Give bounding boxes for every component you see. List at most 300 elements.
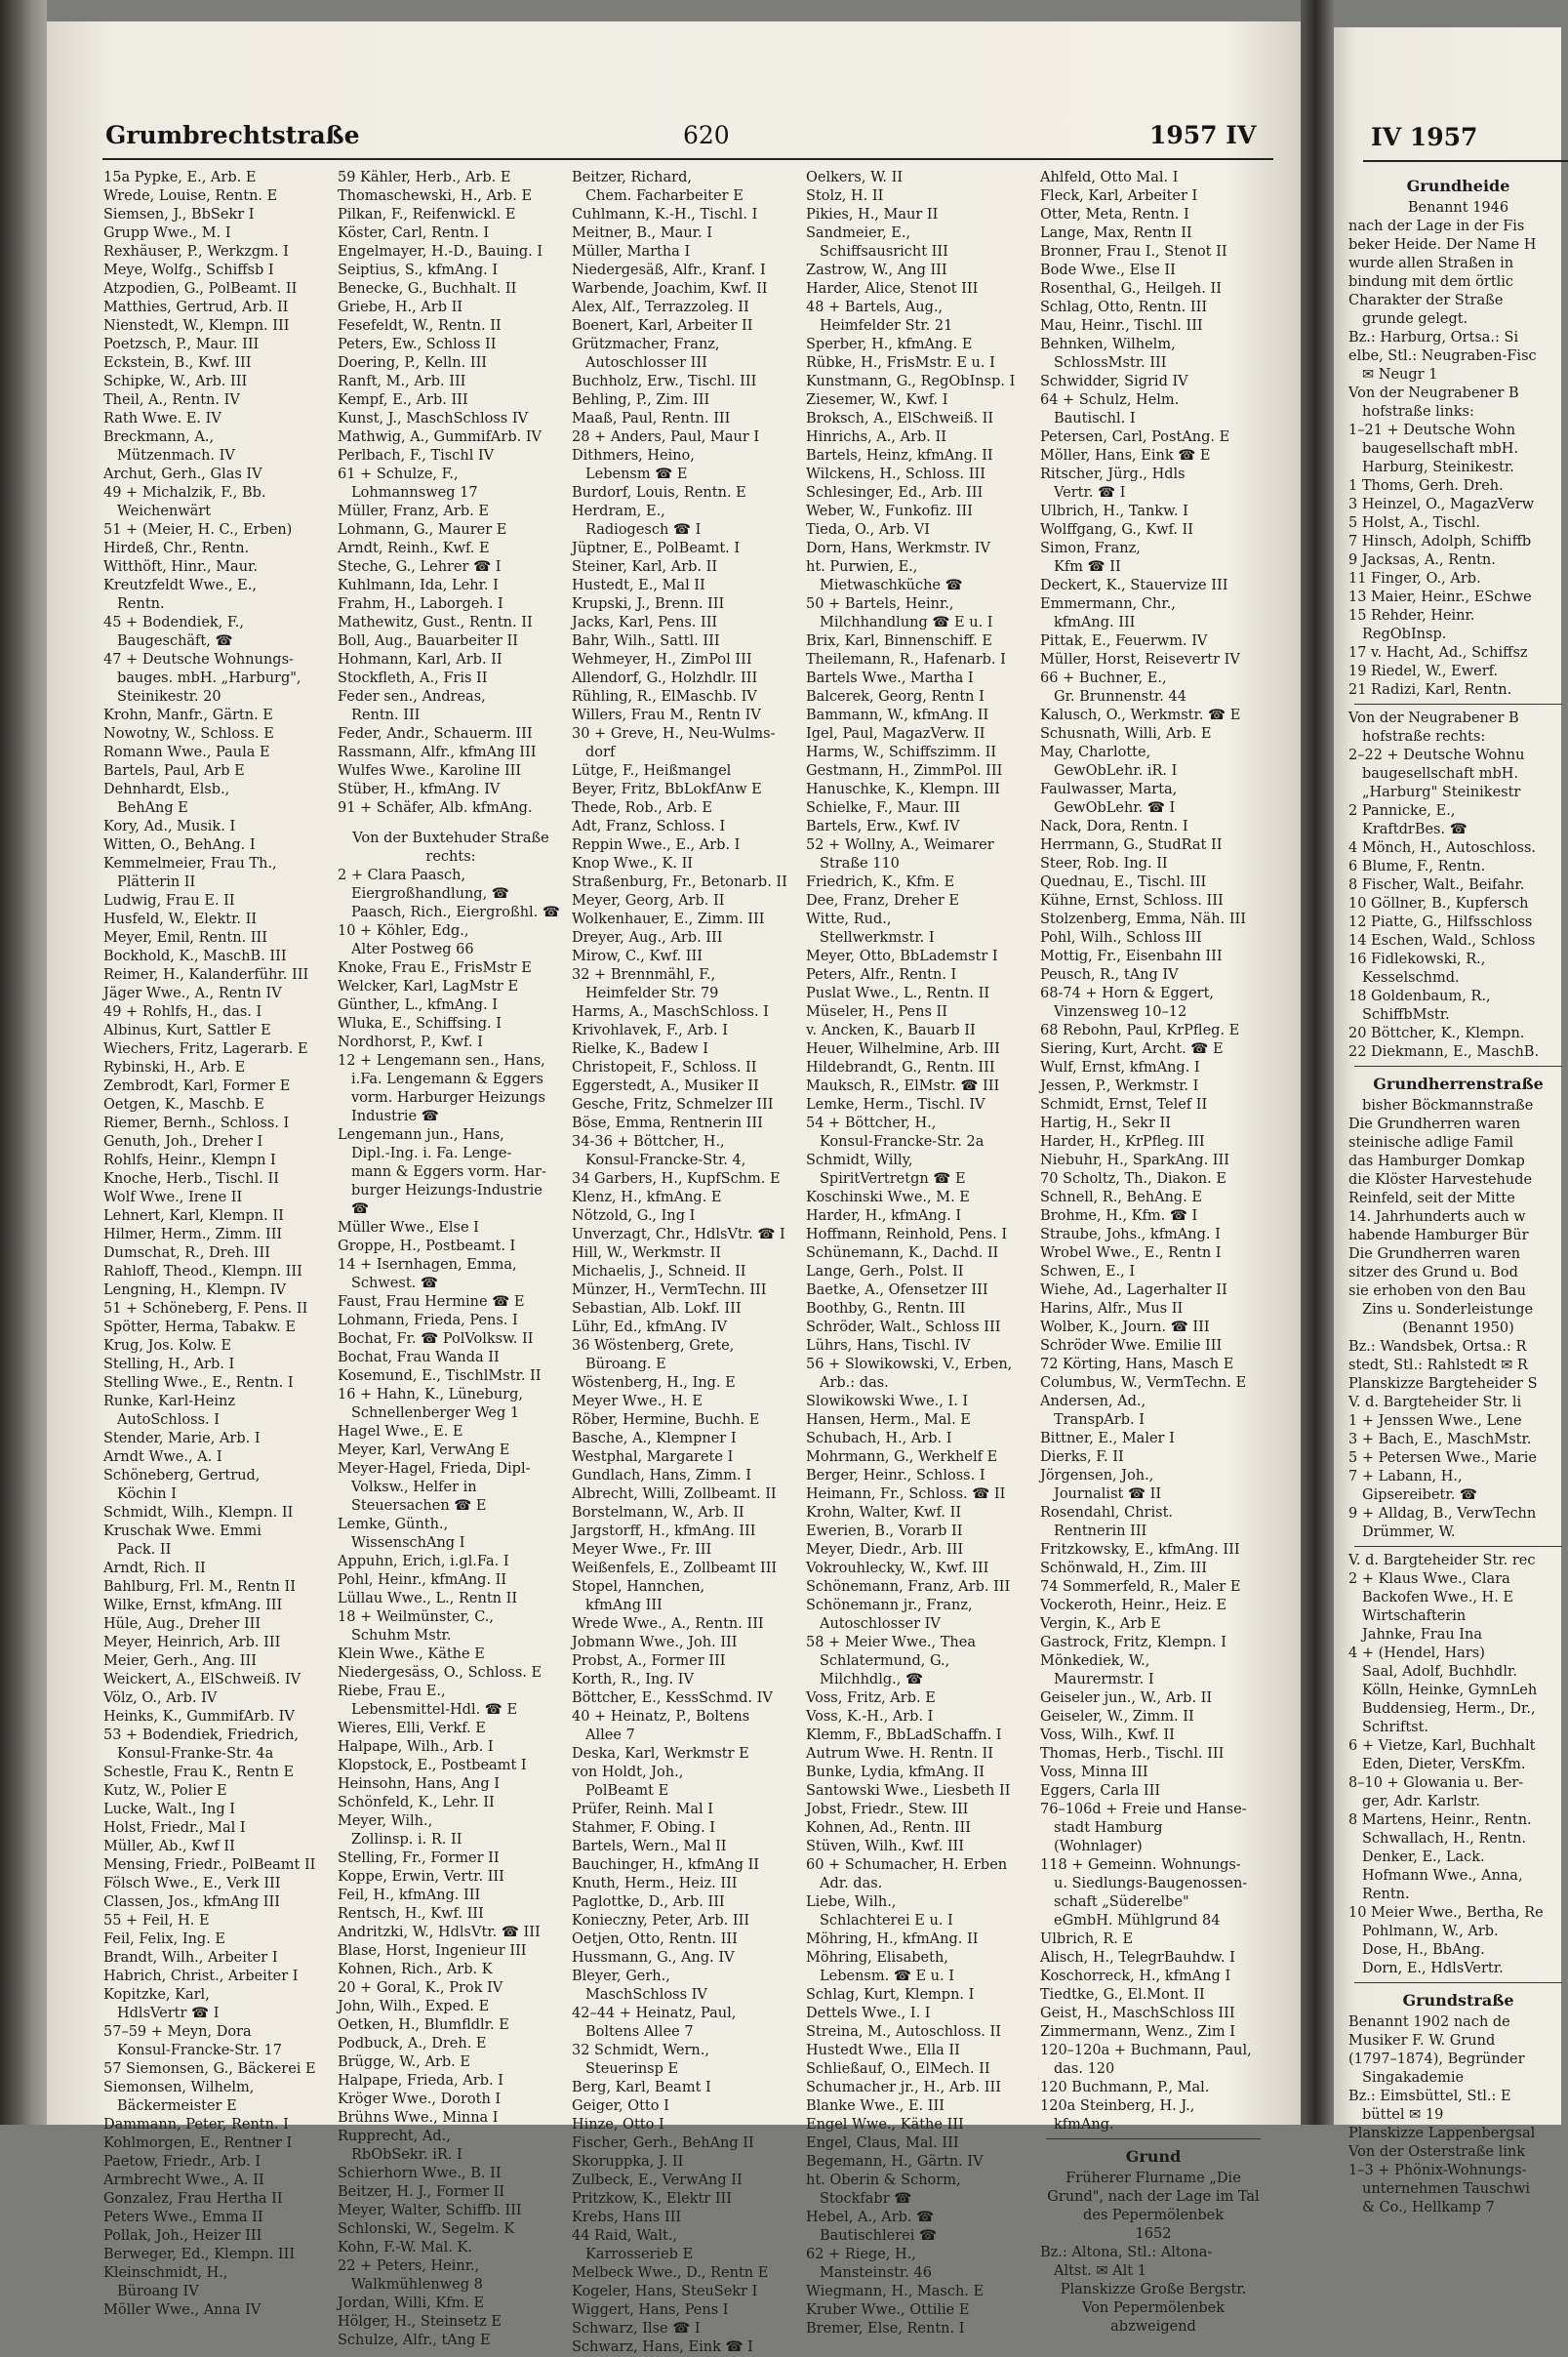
resident-entry: Wieres, Elli, Verkf. E — [338, 1721, 486, 1736]
resident-entry: Pittak, E., Feuerwm. IV — [1040, 633, 1208, 649]
resident-entry: Lemke, Günth., — [338, 1517, 449, 1532]
resident-entry: 8–10 + Glowania u. Ber- — [1348, 1775, 1524, 1791]
resident-entry: Allendorf, G., Holzhdlr. III — [572, 671, 758, 686]
resident-entry: Basche, A., Klempner I — [572, 1431, 737, 1446]
resident-entry: Weickert, A., ElSchweiß. IV — [103, 1672, 302, 1687]
resident-entry: Schröder, Walt., Schloss III — [806, 1320, 1001, 1335]
entry-continuation: Bäckermeister E — [117, 2098, 237, 2114]
resident-entry: Schlag, Otto, Rentn. III — [1040, 300, 1208, 315]
resident-entry: Böttcher, E., KessSchmd. IV — [572, 1690, 773, 1706]
entry-continuation: Singakademie — [1362, 2070, 1465, 2086]
resident-entry: Mirow, C., Kwf. III — [572, 949, 703, 964]
resident-entry: Hebel, A., Arb. ☎ — [806, 2210, 935, 2225]
entry-continuation: Schriftst. — [1362, 1720, 1429, 1735]
entry-continuation: Konsul-Franke-Str. 4a — [117, 1746, 274, 1762]
resident-entry: Arndt, Reinh., Kwf. E — [338, 541, 490, 556]
resident-entry: Jüptner, E., PolBeamt. I — [572, 541, 741, 556]
resident-entry: Meier, Gerh., Ang. III — [103, 1653, 257, 1669]
resident-entry: Bockhold, K., MaschB. III — [103, 949, 287, 964]
right-page-column — [1348, 174, 1568, 2215]
entry-continuation: Konsul-Francke-Str. 4, — [585, 1153, 746, 1168]
resident-entry: 2 Pannicke, E., — [1348, 803, 1456, 819]
resident-entry: Albrecht, Willi, Zollbeamt. II — [572, 1486, 777, 1502]
resident-entry: Thomaschewski, H., Arb. E — [338, 188, 533, 204]
entry-continuation: bauges. mbH. „Harburg", — [117, 671, 302, 686]
entry-continuation: Milchhdlg., ☎ — [820, 1672, 924, 1687]
resident-entry: Wöstenberg, H., Ing. E — [572, 1375, 736, 1391]
entry-continuation: BehAng E — [117, 800, 188, 816]
entry-continuation: schaft „Süderelbe" — [1054, 1894, 1189, 1910]
resident-entry: 48 + Bartels, Aug., — [806, 300, 944, 315]
resident-entry: Harder, H., KrPfleg. III — [1040, 1134, 1205, 1150]
resident-entry: beker Heide. Der Name H — [1348, 237, 1537, 253]
resident-entry: Poetzsch, P., Maur. III — [103, 337, 260, 352]
resident-entry: Kohn, F.-W. Mal. K. — [338, 2240, 472, 2255]
section-divider — [1348, 700, 1568, 710]
resident-entry: Schönemann jr., Franz, — [806, 1598, 973, 1613]
resident-entry: Schusnath, Willi, Arb. E — [1040, 726, 1212, 742]
resident-entry: Niebuhr, H., SparkAng. III — [1040, 1153, 1229, 1168]
section-divider — [1348, 1978, 1568, 1988]
entry-continuation: Schnellenberger Weg 1 — [351, 1405, 520, 1421]
entry-continuation: eGmbH. Mühlgrund 84 — [1054, 1913, 1221, 1929]
resident-entry: wurde allen Straßen in — [1348, 256, 1514, 271]
resident-entry: Kogeler, Hans, SteuSekr I — [572, 2284, 758, 2299]
resident-entry: Holst, Friedr., Mal I — [103, 1820, 246, 1836]
resident-entry: 42–44 + Heinatz, Paul, — [572, 2006, 737, 2021]
resident-entry: Archut, Gerh., Glas IV — [103, 467, 262, 482]
resident-entry: Berger, Heinr., Schloss. I — [806, 1468, 985, 1483]
entry-continuation: Steuersachen ☎ E — [351, 1498, 487, 1514]
page-number: 620 — [683, 121, 730, 149]
resident-entry: Bode Wwe., Else II — [1040, 263, 1176, 278]
entry-continuation: KraftdrBes. ☎ — [1362, 822, 1467, 837]
resident-entry: May, Charlotte, — [1040, 745, 1151, 760]
entry-continuation: Rentn. — [117, 596, 165, 612]
resident-entry: Deckert, K., Stauervize III — [1040, 578, 1228, 593]
resident-entry: Pohl, Wilh., Schloss III — [1040, 930, 1202, 946]
resident-entry: Autrum Wwe. H. Rentn. II — [806, 1746, 993, 1762]
entry-continuation: Lebensm ☎ E — [585, 467, 688, 482]
resident-entry: Harins, Alfr., Mus II — [1040, 1301, 1184, 1317]
resident-entry: 66 + Buchner, E., — [1040, 671, 1167, 686]
resident-entry: 120 Buchmann, P., Mal. — [1040, 2080, 1210, 2095]
resident-entry: 16 + Hahn, K., Lüneburg, — [338, 1387, 523, 1402]
entry-continuation: ✉ Neugr 1 — [1362, 367, 1438, 383]
resident-entry: Siemonsen, Wilhelm, — [103, 2080, 255, 2095]
resident-entry: 55 + Feil, H. E — [103, 1913, 210, 1929]
resident-entry: Berweger, Ed., Klempn. III — [103, 2247, 296, 2262]
resident-entry: Cuhlmann, K.-H., Tischl. I — [572, 207, 758, 223]
running-head-year: 1957 IV — [1149, 121, 1257, 149]
entry-continuation: Gipsereibetr. ☎ — [1362, 1487, 1477, 1503]
resident-entry: Gastrock, Fritz, Klempn. I — [1040, 1635, 1226, 1650]
resident-entry: 57 Siemonsen, G., Bäckerei E — [103, 2061, 316, 2077]
entry-continuation: Maurermstr. I — [1054, 1672, 1154, 1687]
right-page — [1334, 27, 1561, 2215]
resident-entry: Klopstock, E., Postbeamt I — [338, 1758, 527, 1773]
resident-entry: Streina, M., Autoschloss. II — [806, 2024, 1001, 2040]
section-note: Früherer Flurname „Die — [1065, 2171, 1241, 2186]
resident-entry: Bz.: Altona, Stl.: Altona- — [1040, 2245, 1213, 2260]
entry-continuation: Hofmann Wwe., Anna, — [1362, 1868, 1523, 1884]
entry-continuation: Mützenmach. IV — [117, 448, 235, 464]
resident-entry: Melbeck Wwe., D., Rentn E — [572, 2265, 769, 2281]
resident-entry: 59 Kähler, Herb., Arb. E — [338, 170, 511, 185]
resident-entry: Pritzkow, K., Elektr III — [572, 2191, 733, 2207]
resident-entry: 1–21 + Deutsche Wohn — [1348, 423, 1516, 438]
entry-continuation: Harburg, Steinikestr. — [1362, 460, 1514, 475]
resident-entry: 58 + Meier Wwe., Thea — [806, 1635, 976, 1650]
entry-continuation: Paasch, Rich., Eiergroßhl. ☎ — [351, 905, 560, 920]
resident-entry: Thomas, Herb., Tischl. III — [1040, 1746, 1225, 1762]
resident-entry: Oetken, H., Blumfldlr. E — [338, 2017, 509, 2033]
resident-entry: Jobmann Wwe., Joh. III — [572, 1635, 738, 1650]
resident-entry: 20 + Goral, K., Prok IV — [338, 1980, 503, 1996]
resident-entry: Kleinschmidt, H., — [103, 2265, 228, 2281]
resident-entry: Kosemund, E., TischlMstr. II — [338, 1368, 542, 1384]
resident-entry: 12 + Lengemann sen., Hans, — [338, 1053, 545, 1069]
resident-entry: Dorn, Hans, Werkmstr. IV — [806, 541, 990, 556]
resident-entry: Schumacher jr., H., Arb. III — [806, 2080, 1001, 2095]
resident-entry: Straßenburg, Fr., Betonarb. II — [572, 874, 787, 890]
entry-continuation: bisher Böckmannstraße — [1362, 1098, 1534, 1114]
resident-entry: Herdram, E., — [572, 504, 665, 519]
resident-entry: sie erhoben von den Bau — [1348, 1283, 1526, 1299]
entry-continuation: das. 120 — [1054, 2061, 1115, 2077]
entry-continuation: SchlossMstr. III — [1054, 355, 1167, 371]
resident-entry: Zastrow, W., Ang III — [806, 263, 947, 278]
entry-continuation: Konsul-Francke-Str. 17 — [117, 2043, 282, 2058]
resident-entry: Wluka, E., Schiffsing. I — [338, 1016, 502, 1032]
resident-entry: 52 + Wollny, A., Weimarer — [806, 837, 994, 853]
resident-entry: Meyer, Otto, BbLademstr I — [806, 949, 998, 964]
resident-entry: Begemann, H., Gärtn. IV — [806, 2154, 984, 2170]
resident-entry: Harder, H., kfmAng. I — [806, 1208, 962, 1224]
resident-entry: die Klöster Harvestehude — [1348, 1172, 1533, 1188]
entry-continuation: Eiergroßhandlung, ☎ — [351, 886, 509, 902]
resident-entry: Eggers, Carla III — [1040, 1783, 1161, 1799]
entry-continuation: Denker, E., Lack. — [1362, 1849, 1485, 1865]
resident-entry: Lengemann jun., Hans, — [338, 1127, 504, 1143]
resident-entry: Wehmeyer, H., ZimPol III — [572, 652, 752, 668]
resident-entry: Krivohlavek, F., Arb. I — [572, 1023, 728, 1038]
resident-entry: Fleck, Karl, Arbeiter I — [1040, 188, 1198, 204]
resident-entry: v. Ancken, K., Bauarb II — [806, 1023, 976, 1038]
resident-entry: Petersen, Carl, PostAng. E — [1040, 429, 1230, 445]
resident-entry: Lühr, Ed., kfmAng. IV — [572, 1320, 727, 1335]
resident-entry: Bammann, W., kfmAng. II — [806, 708, 989, 723]
resident-entry: Jobst, Friedr., Stew. III — [806, 1802, 969, 1817]
resident-entry: Dettels Wwe., I. I — [806, 2006, 931, 2021]
resident-entry: Hüle, Aug., Dreher III — [103, 1616, 261, 1632]
resident-entry: Von der Neugrabener B — [1348, 711, 1519, 726]
resident-entry: 68-74 + Horn & Eggert, — [1040, 986, 1215, 1001]
resident-entry: Blase, Horst, Ingenieur III — [338, 1943, 527, 1959]
resident-entry: Hölger, H., Steinsetz E — [338, 2314, 502, 2330]
entry-continuation: grunde gelegt. — [1362, 311, 1468, 327]
resident-entry: 49 + Rohlfs, H., das. I — [103, 1004, 262, 1020]
resident-entry: Classen, Jos., kfmAng III — [103, 1894, 280, 1910]
resident-entry: Krug, Jos. Kolw. E — [103, 1338, 232, 1354]
entry-continuation: Stellwerkmstr. I — [820, 930, 935, 946]
resident-entry: Rentsch, H., Kwf. III — [338, 1906, 484, 1922]
resident-entry: Jordan, Willi, Kfm. E — [338, 2296, 485, 2311]
resident-entry: 14 + Isernhagen, Emma, — [338, 1257, 517, 1273]
resident-entry: Wolkenhauer, E., Zimm. III — [572, 912, 765, 927]
resident-entry: Steer, Rob. Ing. II — [1040, 856, 1168, 872]
resident-entry: Niedergesäss, O., Schloss. E — [338, 1665, 543, 1681]
resident-entry: 34 Garbers, H., KupfSchm. E — [572, 1171, 781, 1187]
entry-continuation: PolBeamt E — [585, 1783, 669, 1799]
entry-continuation: Straße 110 — [820, 856, 900, 872]
resident-entry: Faulwasser, Marta, — [1040, 782, 1178, 797]
resident-entry: Oelkers, W. II — [806, 170, 904, 185]
resident-entry: Gesche, Fritz, Schmelzer III — [572, 1097, 774, 1113]
resident-entry: Siemsen, J., BbSekr I — [103, 207, 255, 223]
resident-entry: Vockeroth, Heinr., Heiz. E — [1040, 1598, 1227, 1613]
resident-entry: ht. Oberin & Schorm, — [806, 2173, 961, 2188]
resident-entry: 19 Riedel, W., Ewerf. — [1348, 664, 1499, 679]
entry-continuation: Weichenwärt — [117, 504, 212, 519]
entry-continuation: vorm. Harburger Heizungs — [351, 1090, 545, 1106]
section-note: Planskizze Große Bergstr. — [1060, 2282, 1247, 2297]
resident-entry: Stüven, Wilh., Kwf. III — [806, 1839, 965, 1854]
resident-entry: Kreutzfeldt Wwe., E., — [103, 578, 257, 593]
resident-entry: Kopitzke, Karl, — [103, 1987, 210, 2003]
resident-entry: Berg, Karl, Beamt I — [572, 2080, 711, 2095]
resident-entry: 32 + Brennmähl, F., — [572, 967, 716, 983]
resident-entry: Oetgen, K., Maschb. E — [103, 1097, 264, 1113]
resident-entry: Feder sen., Andreas, — [338, 689, 486, 705]
entry-continuation: Pohlmann, W., Arb. — [1362, 1924, 1499, 1939]
resident-entry: Müseler, H., Pens II — [806, 1004, 947, 1020]
resident-entry: 76–106d + Freie und Hanse- — [1040, 1802, 1247, 1817]
resident-entry: Hanuschke, K., Klempn. III — [806, 782, 1000, 797]
resident-entry: Dierks, F. II — [1040, 1449, 1124, 1465]
resident-entry: Nowotny, W., Schloss. E — [103, 726, 274, 742]
entry-continuation: RbObSekr. iR. I — [351, 2147, 462, 2163]
resident-entry: Peters, Alfr., Rentn. I — [806, 967, 957, 983]
resident-entry: 22 Diekmann, E., MaschB. — [1348, 1044, 1540, 1060]
resident-entry: Tiedtke, G., El.Mont. II — [1040, 1987, 1205, 2003]
resident-entry: Kemmelmeier, Frau Th., — [103, 856, 277, 872]
section-divider — [1040, 2134, 1266, 2144]
resident-entry: Puslat Wwe., L., Rentn. II — [806, 986, 990, 1001]
resident-entry: Heinks, K., GummifArb. IV — [103, 1709, 295, 1725]
resident-entry: 28 + Anders, Paul, Maur I — [572, 429, 760, 445]
entry-continuation: GewObLehr. iR. I — [1054, 763, 1178, 779]
resident-entry: Straube, Johs., kfmAng. I — [1040, 1227, 1221, 1242]
entry-continuation: ☎ — [351, 1201, 370, 1217]
resident-entry: Voss, K.-H., Arb. I — [806, 1709, 934, 1725]
resident-entry: Wiegmann, H., Masch. E — [806, 2284, 985, 2299]
entry-continuation: SchiffbMstr. — [1362, 1007, 1450, 1023]
entry-continuation: Autoschlosser IV — [820, 1616, 941, 1632]
resident-entry: Slowikowski Wwe., I. I — [806, 1394, 969, 1409]
resident-entry: Kruschak Wwe. Emmi — [103, 1524, 261, 1539]
entry-continuation: hofstraße rechts: — [1362, 729, 1486, 745]
resident-entry: Krebs, Hans III — [572, 2210, 682, 2225]
resident-entry: Bz.: Wandsbek, Ortsa.: R — [1348, 1339, 1527, 1355]
resident-entry: Schönemann, Franz, Arb. III — [806, 1579, 1011, 1595]
resident-entry: steinische adlige Famil — [1348, 1135, 1513, 1151]
resident-entry: Hinrichs, A., Arb. II — [806, 429, 946, 445]
resident-entry: ht. Purwien, E., — [806, 559, 918, 575]
section-note: Von der Buxtehuder Straße — [352, 831, 549, 846]
resident-entry: Columbus, W., VermTechn. E — [1040, 1375, 1247, 1391]
resident-entry: Brandt, Wilh., Arbeiter I — [103, 1950, 278, 1966]
resident-entry: Stockfleth, A., Fris II — [338, 671, 488, 686]
resident-entry: Planskizze Lappenbergsal — [1348, 2126, 1536, 2141]
resident-entry: Von der Neugrabener B — [1348, 386, 1519, 401]
resident-entry: Wulf, Ernst, kfmAng. I — [1040, 1060, 1200, 1076]
resident-entry: Lemke, Herm., Tischl. IV — [806, 1097, 985, 1113]
street-heading: Grundherrenstraße — [1373, 1075, 1544, 1093]
resident-entry: Kunst, J., MaschSchloss IV — [338, 411, 529, 427]
resident-entry: Bahlburg, Frl. M., Rentn II — [103, 1579, 296, 1595]
resident-entry: Dehnhardt, Elsb., — [103, 782, 230, 797]
resident-entry: Engelmayer, H.-D., Bauing. I — [338, 244, 543, 260]
entry-continuation: Chem. Facharbeiter E — [585, 188, 744, 204]
resident-entry: Siering, Kurt, Archt. ☎ E — [1040, 1041, 1224, 1057]
resident-entry: Faust, Frau Hermine ☎ E — [338, 1294, 525, 1310]
resident-entry: Meyer, Emil, Rentn. III — [103, 930, 267, 946]
resident-entry: Alisch, H., TelegrBauhdw. I — [1040, 1950, 1235, 1966]
entry-continuation: Steinikestr. 20 — [117, 689, 221, 705]
resident-entry: Stopel, Hannchen, — [572, 1579, 705, 1595]
resident-entry: 8 Fischer, Walt., Beifahr. — [1348, 877, 1525, 893]
resident-entry: Wolf Wwe., Irene II — [103, 1190, 243, 1205]
resident-entry: 4 Mönch, H., Autoschloss. — [1348, 840, 1537, 856]
resident-entry: Brohme, H., Kfm. ☎ I — [1040, 1208, 1198, 1224]
resident-entry: Peusch, R., tAng IV — [1040, 967, 1179, 983]
resident-entry: Feil, Felix, Ing. E — [103, 1931, 226, 1947]
entry-continuation: Heimfelder Str. 21 — [820, 318, 953, 334]
resident-entry: Fesefeldt, W., Rentn. II — [338, 318, 502, 334]
resident-entry: 1 + Jenssen Wwe., Lene — [1348, 1413, 1522, 1429]
resident-entry: Warbende, Joachim, Kwf. II — [572, 281, 768, 297]
resident-entry: Die Grundherren waren — [1348, 1246, 1521, 1262]
resident-entry: 13 Maier, Heinr., ESchwe — [1348, 589, 1532, 605]
resident-entry: Paetow, Friedr., Arb. I — [103, 2154, 261, 2170]
entry-continuation: Stockfabr ☎ — [820, 2191, 912, 2207]
resident-entry: 14 Eschen, Wald., Schloss — [1348, 933, 1536, 949]
entry-continuation: u. Siedlungs-Baugenossen- — [1054, 1876, 1248, 1891]
resident-entry: Nordhorst, P., Kwf. I — [338, 1035, 483, 1050]
directory-column-1 — [103, 169, 330, 2318]
resident-entry: Bremer, Else, Rentn. I — [806, 2321, 965, 2337]
entry-continuation: Buddensieg, Herm., Dr., — [1362, 1701, 1536, 1717]
resident-entry: Meyer-Hagel, Frieda, Dipl- — [338, 1461, 531, 1477]
resident-entry: Schmidt, Ernst, Telef II — [1040, 1097, 1208, 1113]
resident-entry: Feil, H., kfmAng. III — [338, 1888, 481, 1903]
resident-entry: Wrede, Louise, Rentn. E — [103, 188, 278, 204]
resident-entry: Peters Wwe., Emma II — [103, 2210, 263, 2225]
resident-entry: Behnken, Wilhelm, — [1040, 337, 1176, 352]
resident-entry: Harms, W., Schiffszimm. II — [806, 745, 997, 760]
resident-entry: Bunke, Lydia, kfmAng. II — [806, 1765, 985, 1780]
resident-entry: Wolber, K., Journ. ☎ III — [1040, 1320, 1210, 1335]
section-note: Von Pepermölenbek — [1082, 2300, 1225, 2316]
resident-entry: Engel, Claus, Mal. III — [806, 2135, 959, 2151]
resident-entry: Zembrodt, Karl, Former E — [103, 1078, 291, 1094]
resident-entry: 18 Goldenbaum, R., — [1348, 989, 1491, 1004]
resident-entry: Geiger, Otto I — [572, 2098, 669, 2114]
resident-entry: Pohl, Heinr., kfmAng. II — [338, 1572, 507, 1588]
resident-entry: Thede, Rob., Arb. E — [572, 800, 712, 816]
resident-entry: Nienstedt, W., Klempn. III — [103, 318, 290, 334]
resident-entry: Nack, Dora, Rentn. I — [1040, 819, 1188, 834]
resident-entry: 6 + Vietze, Karl, Buchhalt — [1348, 1738, 1536, 1754]
resident-entry: Brühns Wwe., Minna I — [338, 2110, 499, 2126]
resident-entry: Vokrouhlecky, W., Kwf. III — [806, 1561, 989, 1576]
resident-entry: Möhring, H., kfmAng. II — [806, 1931, 979, 1947]
resident-entry: Weißenfels, E., Zollbeamt III — [572, 1561, 778, 1576]
resident-entry: Lütge, F., Heißmangel — [572, 763, 732, 779]
section-note: 1652 — [1135, 2226, 1172, 2242]
directory-column-5 — [1040, 169, 1266, 2335]
resident-entry: Planskizze Bargteheider S — [1348, 1376, 1538, 1392]
resident-entry: Voss, Fritz, Arb. E — [806, 1690, 936, 1706]
resident-entry: Knoke, Frau E., FrisMstr E — [338, 960, 532, 976]
resident-entry: Tieda, O., Arb. VI — [806, 522, 931, 538]
resident-entry: Halpape, Frieda, Arb. I — [338, 2073, 503, 2089]
resident-entry: Hirdeß, Chr., Rentn. — [103, 541, 250, 556]
entry-continuation: & Co., Hellkamp 7 — [1362, 2200, 1495, 2215]
resident-entry: Riebe, Frau E., — [338, 1684, 446, 1699]
resident-entry: Podbuck, A., Dreh. E — [338, 2036, 487, 2052]
resident-entry: Meyer Wwe., H. E — [572, 1394, 703, 1409]
entry-continuation: Lohmannsweg 17 — [351, 485, 478, 501]
resident-entry: (1797–1874), Begründer — [1348, 2052, 1525, 2067]
resident-entry: Wiehe, Ad., Lagerhalter II — [1040, 1282, 1227, 1298]
resident-entry: Oetjen, Otto, Rentn. III — [572, 1931, 738, 1947]
resident-entry: Bronner, Frau I., Stenot II — [1040, 244, 1227, 260]
resident-entry: 12 Piatte, G., Hilfsschloss — [1348, 914, 1533, 930]
resident-entry: Konieczny, Peter, Arb. III — [572, 1913, 750, 1929]
resident-entry: Rupprecht, Ad., — [338, 2129, 451, 2144]
entry-continuation: Konsul-Francke-Str. 2a — [820, 1134, 985, 1150]
resident-entry: Herrmann, G., StudRat II — [1040, 837, 1223, 853]
resident-entry: 10 Meier Wwe., Bertha, Re — [1348, 1905, 1544, 1921]
resident-entry: Münzer, H., VermTechn. III — [572, 1282, 767, 1298]
resident-entry: Kunstmann, G., RegObInsp. I — [806, 374, 1016, 389]
resident-entry: 10 Göllner, B., Kupfersch — [1348, 896, 1529, 912]
resident-entry: Rosendahl, Christ. — [1040, 1505, 1174, 1521]
resident-entry: Schröder Wwe. Emilie III — [1040, 1338, 1223, 1354]
resident-entry: 91 + Schäfer, Alb. kfmAng. — [338, 800, 533, 816]
resident-entry: bindung mit dem örtlic — [1348, 274, 1514, 290]
resident-entry: Lange, Max, Rentn II — [1040, 225, 1192, 241]
entry-continuation: baugesellschaft mbH. — [1362, 441, 1519, 457]
resident-entry: Kohnen, Ad., Rentn. III — [806, 1820, 971, 1836]
resident-entry: Breckmann, A., — [103, 429, 215, 445]
resident-entry: Stelling, Fr., Former II — [338, 1850, 500, 1866]
resident-entry: Bartels, Wern., Mal II — [572, 1839, 727, 1854]
resident-entry: Müller, Martha I — [572, 244, 691, 260]
resident-entry: 1–3 + Phönix-Wohnungs- — [1348, 2163, 1527, 2178]
resident-entry: 3 Heinzel, O., MagazVerw — [1348, 497, 1535, 512]
resident-entry: 3 + Bach, E., MaschMstr. — [1348, 1432, 1532, 1447]
entry-continuation: stadt Hamburg — [1054, 1820, 1163, 1836]
resident-entry: Geiseler, W., Zimm. II — [1040, 1709, 1194, 1725]
resident-entry: Korth, R., Ing. IV — [572, 1672, 694, 1687]
resident-entry: Heinsohn, Hans, Ang I — [338, 1776, 500, 1792]
resident-entry: Schulze, Alfr., tAng E — [338, 2333, 491, 2348]
resident-entry: Meyer Wwe., Fr. III — [572, 1542, 712, 1558]
resident-entry: Engel Wwe., Käthe III — [806, 2117, 964, 2133]
